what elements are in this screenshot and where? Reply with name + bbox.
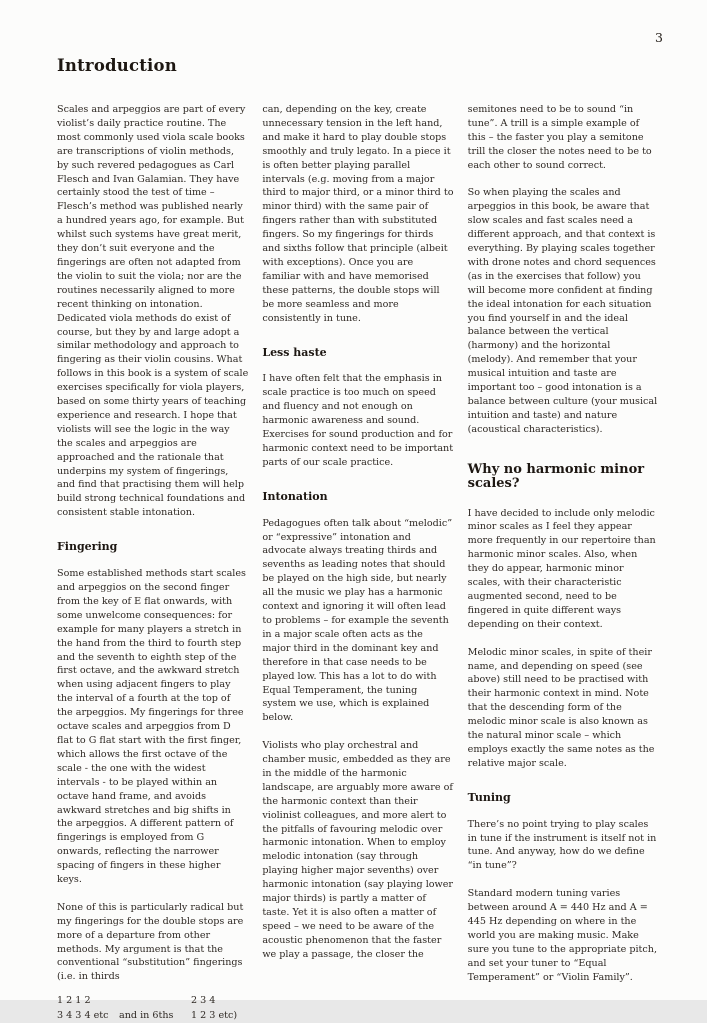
paragraph-intonation-3: So when playing the scales and arpeggios in this book, be aware that slow scales and fast scales need a different approach, and that context is everything. By playing scales together with drone notes and chord sequences (as in the exercises that follow) you will become more confident at finding the ideal intonation for each situation you find yourself in and the ideal balance between the vertical (harmony) and the horizontal (melody). And remember that your musical intuition and taste are important too – good intonation is a balance between culture (your musical intuition and taste) and nature (acoustical characteristics).	[467, 187, 658, 435]
section-heading-why-no-harmonic-minor: Why no harmonic minor scales?	[467, 461, 645, 491]
paragraph-tuning-2: Standard modern tuning varies between around A = 440 Hz and A = 445 Hz depending on where in the world you are making music. Make sure you tune to the appropriate pitch, and set your tuner to “Equal Temperament” or “Violin Family”.	[467, 888, 658, 983]
fingering-thirds-upper: 1 2 1 2	[57, 995, 91, 1007]
fingering-sixths-label: and in 6ths	[119, 1009, 174, 1021]
paragraph-harmonic-minor-2: Melodic minor scales, in spite of their name, and depending on speed (see above) still need to be practised with their harmonic context in mind. Note that the descending form of the melodic minor scale is also known as the natural minor scale – which employs exactly the same notes as the relative major scale.	[467, 646, 655, 769]
fingering-example-row	[57, 1009, 248, 1023]
column-3	[468, 103, 659, 1023]
paragraph-fingering-1: Some established methods start scales and arpeggios on the second finger from the key of E flat onwards, with some unwelcome consequences: for example for many players a stretch in the hand from the third to fourth step and the seventh to eighth step of the first octave, and the awkward stretch when using adjacent fingers to play the interval of a fourth at the top of the arpeggios. My fingerings for three octave scales and arpeggios from D flat to G flat start with the first finger, which allows the first octave of the scale - the one with the widest intervals - to be played within an octave hand frame, and avoids awkward stretches and big shifts in the arpeggios. A different pattern of fingerings is employed from G onwards, reflecting the narrower spacing of fingers in these higher keys.	[57, 568, 246, 886]
paragraph-tuning-1: There’s no point trying to play scales in tune if the instrument is itself not in tune. And anyway, how do we define “in tune”?	[467, 818, 657, 872]
paragraph-intonation-2: Violists who play orchestral and chamber music, embedded as they are in the middle of the harmonic landscape, are arguably more aware of the harmonic context than their violinist colleagues, and more alert to the pitfalls of favouring melodic over harmonic intonation. When to employ melodic intonation (say through playing higher major sevenths) over harmonic intonation (say playing lower major thirds) is partly a matter of taste. Yet it is also often a matter of speed – we need to be aware of the acoustic phenomenon that the faster we play a passage, the closer the	[262, 740, 454, 960]
fingering-example-row	[57, 994, 248, 1009]
text-columns	[57, 103, 659, 1023]
column-2	[262, 103, 453, 1023]
section-heading-intonation: Intonation	[262, 489, 328, 503]
fingering-spacer	[119, 994, 191, 1009]
paragraph-harmonic-minor-1: I have decided to include only melodic minor scales as I feel they appear more frequently in our repertoire than harmonic minor scales. Also, when they do appear, harmonic minor scales, with their characteristic augmented second, need to be fingered in quite different ways depending on their context.	[467, 507, 656, 630]
fingering-example-table	[57, 994, 248, 1023]
paragraph-fingering-2: None of this is particularly radical but my fingerings for the double stops are more of a departure from other methods. My argument is that the conventional “substitution” fingerings (i.e. in thirds	[57, 901, 244, 983]
paragraph-intro-1: Scales and arpeggios are part of every violist’s daily practice routine. The most commonly used viola scale books are transcriptions of violin methods, by such revered pedagogues as Carl Flesch and Ivan Galamian. They have certainly stood the test of time – Flesch’s method was published nearly a hundred years ago, for example. But whilst such systems have great merit, they don’t suit everyone and the fingerings are often not adapted from the violin to suit the viola; nor are the routines necessarily aligned to more recent thinking on intonation. Dedicated viola methods do exist of course, but they by and large adopt a similar methodology and approach to fingering as their violin cousins. What follows in this book is a system of scale exercises specifically for viola players, based on some thirty years of teaching experience and research. I hope that violists will see the logic in the way the scales and arpeggios are approached and the rationale that underpins my system of fingerings, and find that practising them will help build strong technical foundations and consistent stable intonation.	[57, 104, 249, 519]
paragraph-intonation-continued: semitones need to be to sound “in tune”. A trill is a simple example of this – the faster you play a semitone trill the closer the notes need to be to each other to sound correct.	[467, 104, 652, 171]
fingering-thirds-lower: 3 4 3 4 etc	[57, 1009, 109, 1021]
paragraph-less-haste: I have often felt that the emphasis in scale practice is too much on speed and fluency and not enough on harmonic awareness and sound. Exercises for sound production and for harmonic context need to be important parts of our scale practice.	[262, 373, 454, 468]
section-heading-tuning: Tuning	[467, 790, 511, 804]
paragraph-fingering-continued: can, depending on the key, create unnecessary tension in the left hand, and make it hard to play double stops smoothly and truly legato. In a piece it is often better playing parallel intervals (e.g. moving from a major third to major third, or a minor third to minor third) with the same pair of fingers rather than with substituted fingers. So my fingerings for thirds and sixths follow that principle (albeit with exceptions). Once you are familiar with and have memorised these patterns, the double stops will be more seamless and more consistently in tune.	[262, 104, 454, 324]
paragraph-intonation-1: Pedagogues often talk about “melodic” or “expressive” intonation and advocate always treating thirds and sevenths as leading notes that should be played on the high side, but nearly all the music we play has a harmonic context and ignoring it will often lead to problems – for example the seventh in a major scale often acts as the major third in the dominant key and therefore in that case needs to be played low. This has a lot to do with Equal Temperament, the tuning system we use, which is explained below.	[262, 517, 453, 724]
page-number: 3	[655, 30, 663, 45]
fingering-sixths-upper: 2 3 4	[191, 995, 216, 1007]
fingering-sixths-lower: 1 2 3 etc)	[191, 1009, 238, 1021]
section-heading-fingering: Fingering	[57, 540, 118, 554]
section-heading-less-haste: Less haste	[262, 345, 327, 359]
column-1	[57, 103, 248, 1023]
page-title: Introduction	[57, 56, 177, 75]
